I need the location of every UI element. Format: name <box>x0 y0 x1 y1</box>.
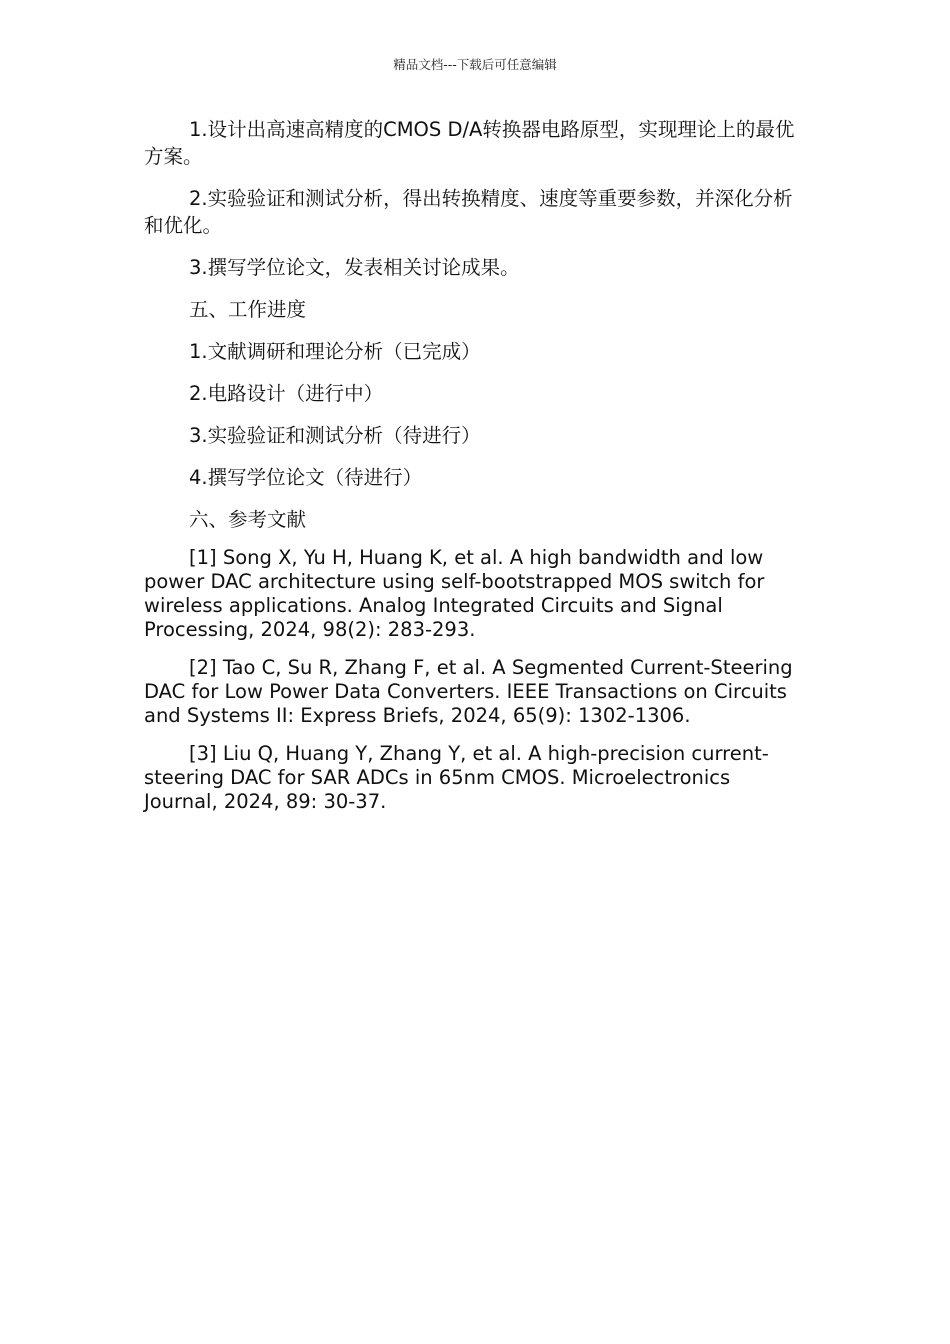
reference-2: [2] Tao C, Su R, Zhang F, et al. A Segmented Current-Steering DAC for Low Power Data Converters. IEEE Transactions on Circuits and Systems II: Express Briefs, 2024, 65(9): 1302-1306. <box>144 656 793 727</box>
document-body <box>144 116 806 814</box>
goal-item-1: 1.设计出高速高精度的CMOS D/A转换器电路原型，实现理论上的最优方案。 <box>144 118 795 168</box>
goal-item-3: 3.撰写学位论文，发表相关讨论成果。 <box>189 256 520 279</box>
goal-item-2: 2.实验验证和测试分析，得出转换精度、速度等重要参数，并深化分析和优化。 <box>144 187 793 237</box>
page-header: 精品文档---下载后可任意编辑 <box>393 57 557 72</box>
progress-item-2: 2.电路设计（进行中） <box>189 382 384 405</box>
reference-1: [1] Song X, Yu H, Huang K, et al. A high bandwidth and low power DAC architecture using self-bootstrapped MOS switch for wireless applications. Analog Integrated Circuits and Signal Processing, 2024, 98(2): 283-293. <box>144 546 765 641</box>
reference-3: [3] Liu Q, Huang Y, Zhang Y, et al. A high-precision current-steering DAC for SAR ADCs in 65nm CMOS. Microelectronics Journal, 2024, 89: 30-37. <box>144 742 769 813</box>
section-heading-references: 六、参考文献 <box>189 508 307 531</box>
section-heading-progress: 五、工作进度 <box>189 298 307 321</box>
progress-item-3: 3.实验验证和测试分析（待进行） <box>189 424 481 447</box>
progress-item-1: 1.文献调研和理论分析（已完成） <box>189 340 481 363</box>
progress-item-4: 4.撰写学位论文（待进行） <box>189 466 423 489</box>
